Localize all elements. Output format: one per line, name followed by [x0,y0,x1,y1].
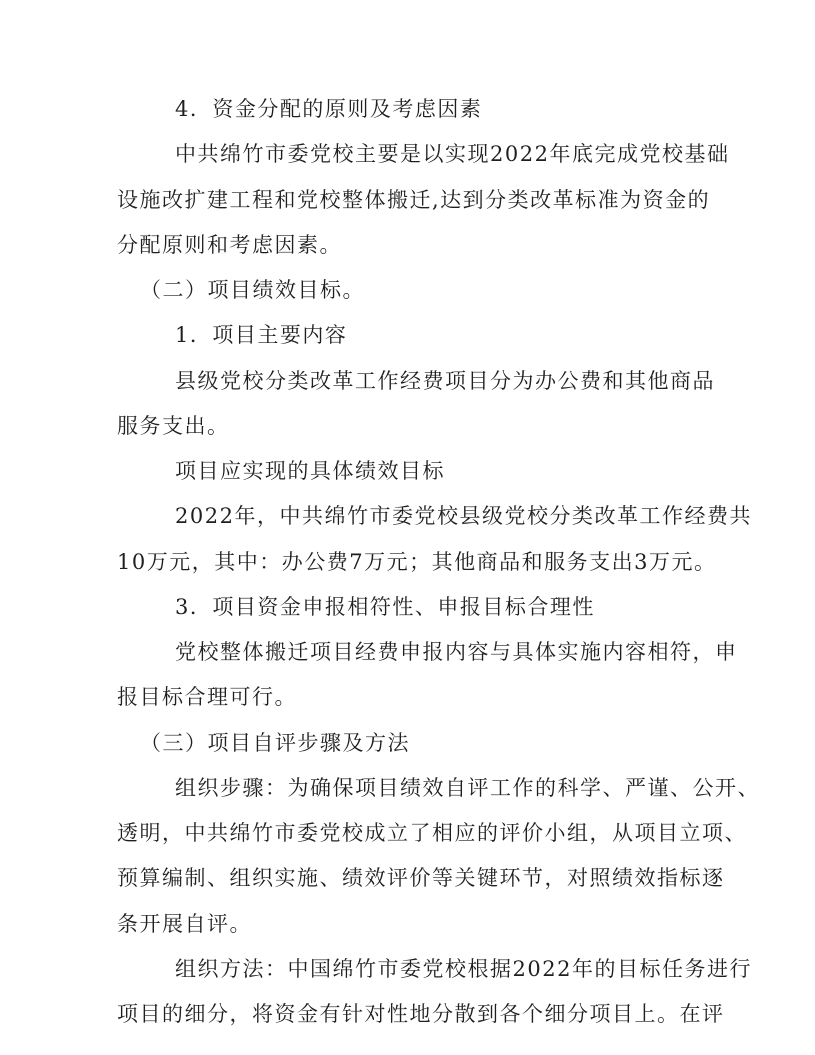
paragraph-line: 预算编制、组织实施、绩效评价等关键环节，对照绩效指标逐 [117,866,725,890]
paragraph-line: 2022年，中共绵竹市委党校县级党校分类改革工作经费共 [175,504,752,528]
paragraph-line: 项目的细分，将资金有针对性地分散到各个细分项目上。在评 [117,1002,725,1026]
paragraph-line: 分配原则和考虑因素。 [117,233,342,257]
section-heading-4-allocation-principles: 4．资金分配的原则及考虑因素 [175,97,483,121]
paragraph-line: 报目标合理可行。 [117,685,297,709]
paragraph-line: 中共绵竹市委党校主要是以实现2022年底完成党校基础 [175,142,730,166]
section-heading-performance-goals: （二）项目绩效目标。 [140,278,365,302]
paragraph-line: 透明，中共绵竹市委党校成立了相应的评价小组，从项目立项、 [117,821,747,845]
paragraph-line: 县级党校分类改革工作经费项目分为办公费和其他商品 [175,369,715,393]
paragraph-line: 10万元，其中：办公费7万元；其他商品和服务支出3万元。 [117,550,717,574]
subheading-specific-goals: 项目应实现的具体绩效目标 [175,459,445,483]
paragraph-line: 组织步骤：为确保项目绩效自评工作的科学、严谨、公开、 [175,776,760,800]
paragraph-line: 组织方法：中国绵竹市委党校根据2022年的目标任务进行 [175,957,752,981]
subheading-funding-compliance: 3．项目资金申报相符性、申报目标合理性 [175,595,595,619]
paragraph-line: 服务支出。 [117,414,230,438]
paragraph-line: 设施改扩建工程和党校整体搬迁,达到分类改革标准为资金的 [117,188,711,212]
section-heading-self-evaluation: （三）项目自评步骤及方法 [140,731,410,755]
paragraph-line: 条开展自评。 [117,912,252,936]
subheading-main-content: 1．项目主要内容 [175,323,348,347]
paragraph-line: 党校整体搬迁项目经费申报内容与具体实施内容相符，申 [175,640,738,664]
